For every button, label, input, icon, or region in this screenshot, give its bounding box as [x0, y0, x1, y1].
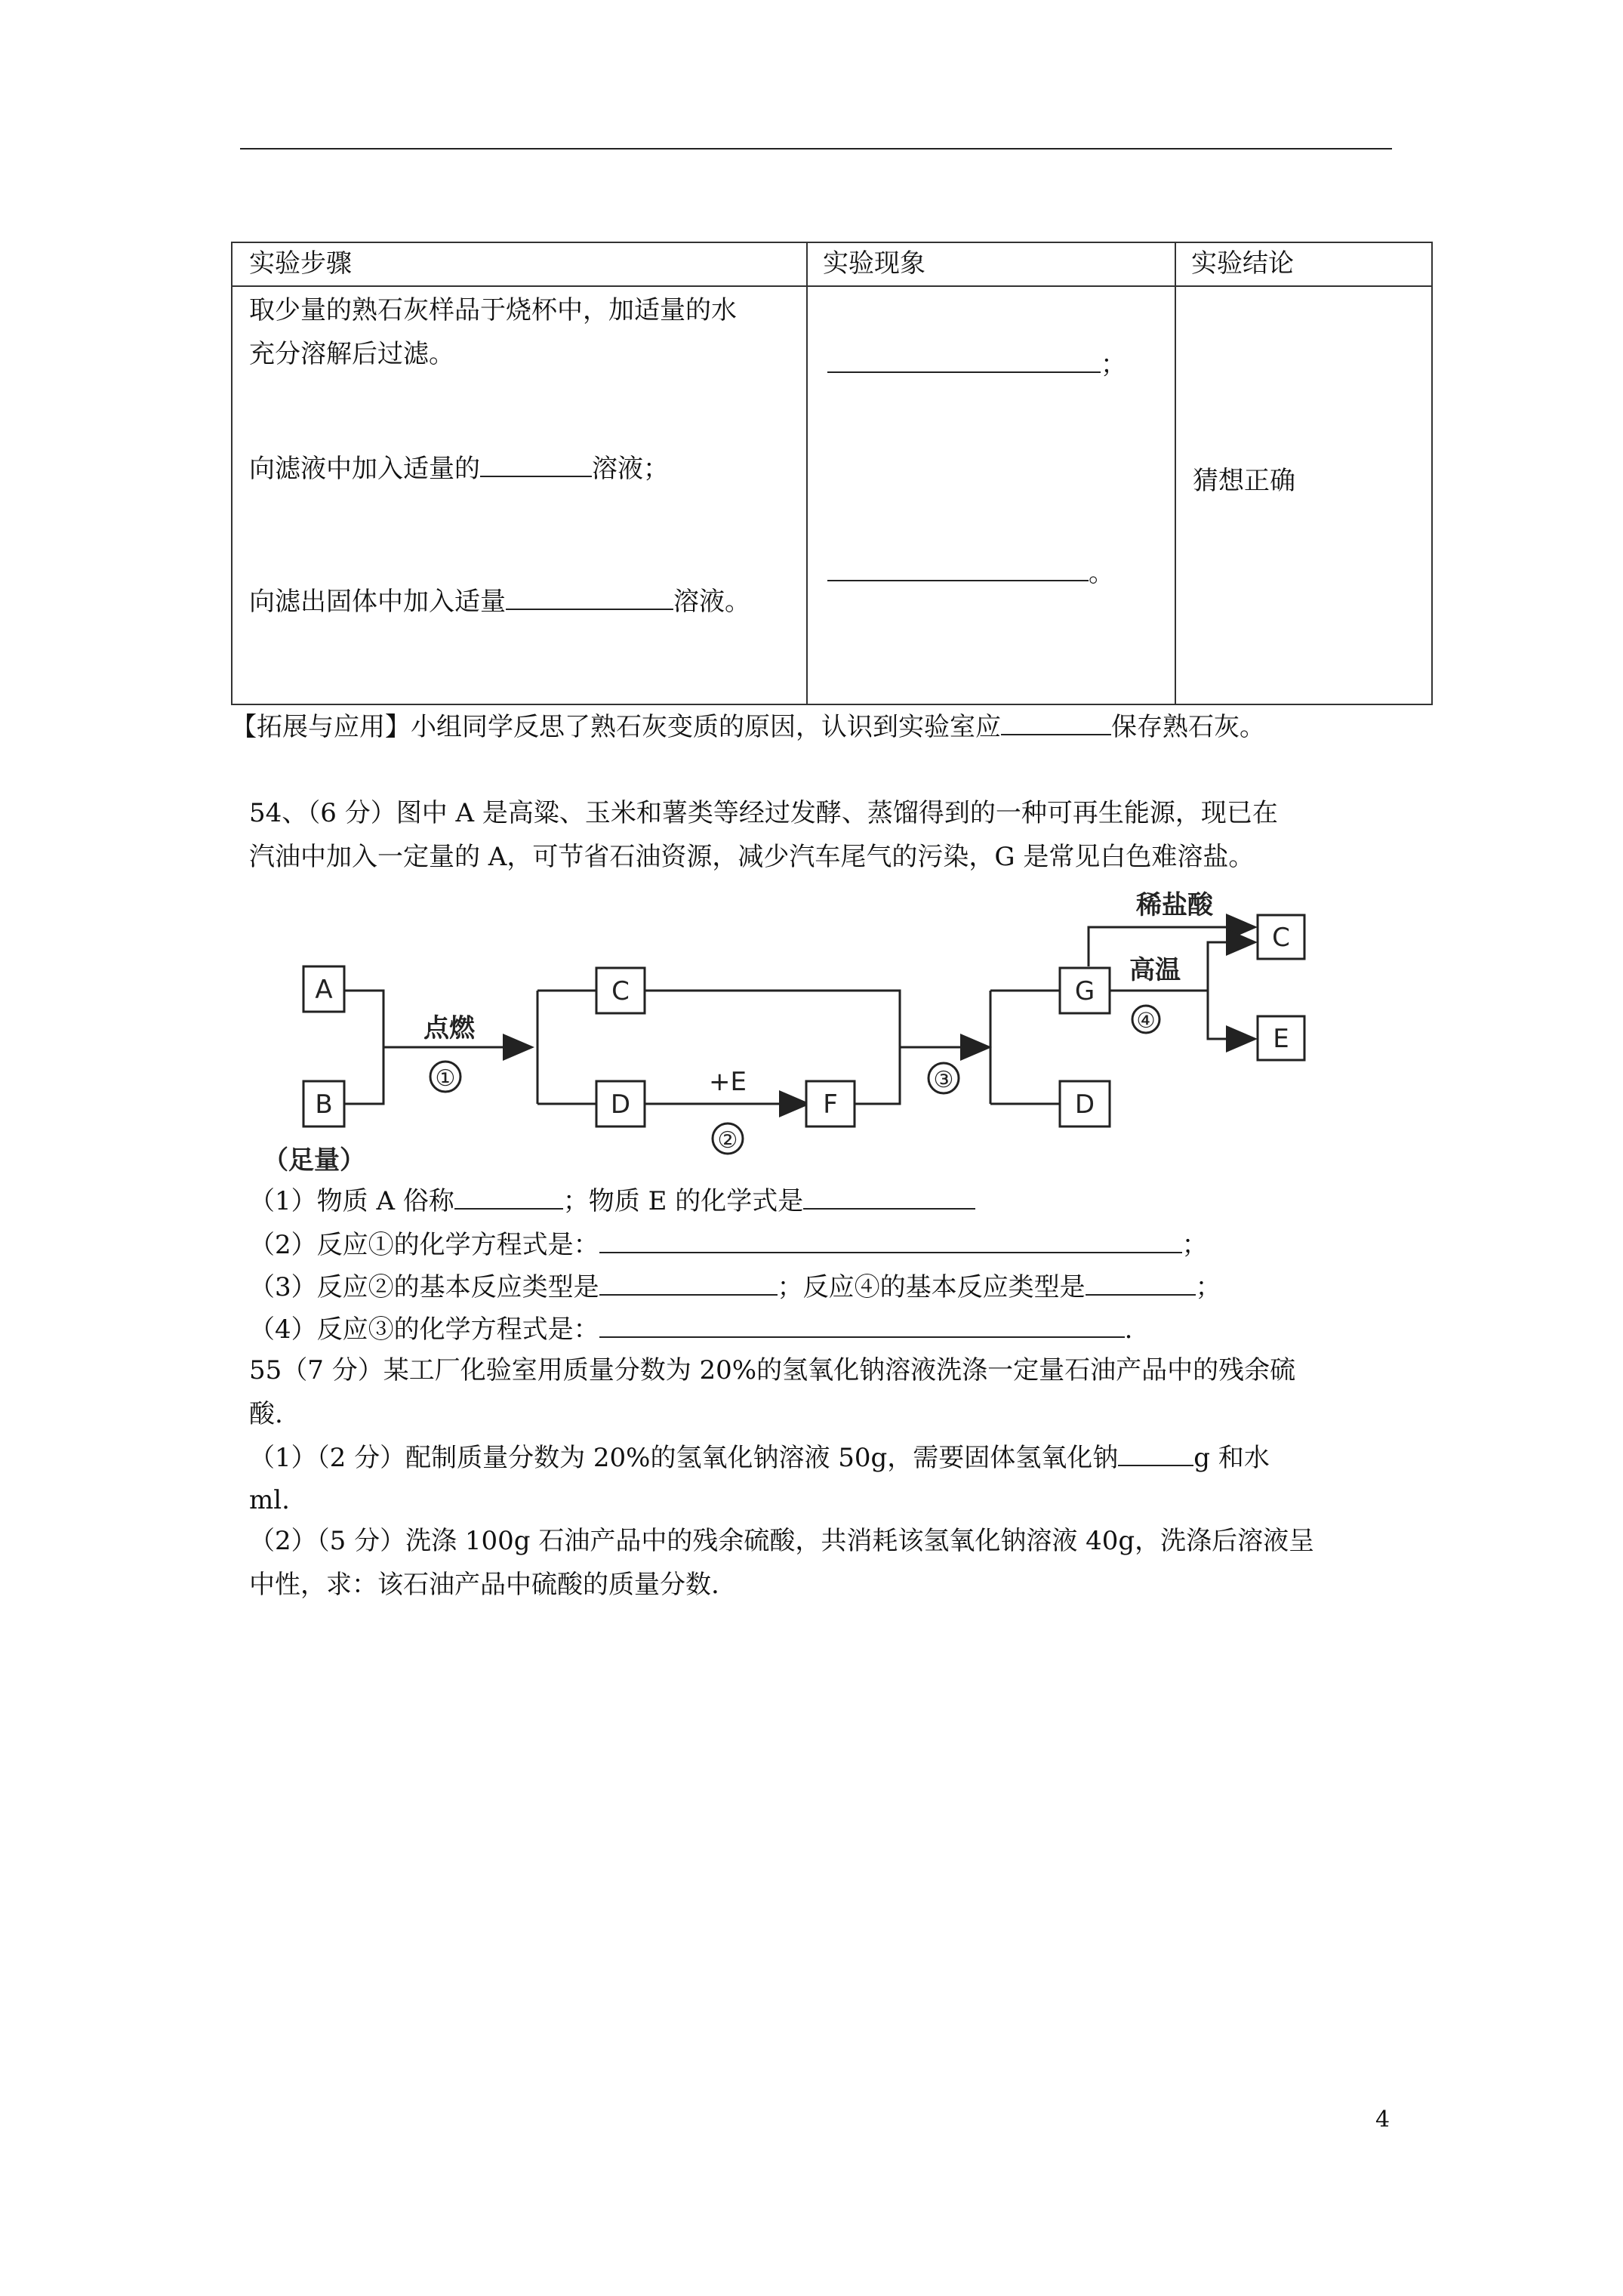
step2-post: 溶液；	[592, 454, 669, 484]
step2	[249, 447, 669, 491]
q54-sub3-blank2[interactable]	[1086, 1268, 1196, 1296]
phenomenon1	[827, 343, 1126, 387]
label-ignite: 点燃	[423, 1013, 475, 1043]
q55-sub1-pre: （1）（2 分）配制质量分数为 20%的氢氧化钠溶液 50g，需要固体氢氧化钠	[249, 1443, 1119, 1473]
q54-line2: 汽油中加入一定量的 A，可节省石油资源，减少汽车尾气的污染，G 是常见白色难溶盐。	[249, 842, 1255, 872]
q54-sub1-mid: ；物质 E 的化学式是	[562, 1186, 804, 1216]
q55-sub1-post: g 和水	[1193, 1443, 1270, 1473]
step1-line1: 取少量的熟石灰样品于烧杯中，加适量的水	[249, 295, 737, 325]
label-step1: ①	[435, 1065, 456, 1092]
q55-sub1-line2: ml.	[249, 1485, 290, 1515]
q54-sub2	[249, 1226, 1208, 1264]
label-excess: （足量）	[263, 1145, 365, 1176]
q54-sub1	[249, 1182, 975, 1220]
extension-line	[231, 708, 1265, 746]
q55-sub1	[249, 1439, 1270, 1477]
q54-sub2-post: ；	[1181, 1230, 1208, 1260]
table-divider	[806, 243, 808, 704]
extension-pre: 【拓展与应用】小组同学反思了熟石灰变质的原因，认识到实验室应	[231, 712, 1001, 742]
q54-sub3-mid: ；反应④的基本反应类型是	[777, 1272, 1086, 1302]
experiment-table	[231, 242, 1433, 705]
q55-sub1-blank[interactable]	[1118, 1439, 1193, 1466]
phenomenon1-blank[interactable]	[827, 346, 1101, 373]
q55-line2: 酸.	[249, 1399, 283, 1429]
to-e-arrow	[1208, 991, 1253, 1039]
q54-sub4-post: .	[1124, 1314, 1133, 1345]
q54-sub2-pre: （2）反应①的化学方程式是：	[249, 1230, 599, 1260]
step3-pre: 向滤出固体中加入适量	[249, 587, 506, 617]
extension-blank[interactable]	[1001, 708, 1111, 735]
step2-blank[interactable]	[480, 450, 592, 477]
q54-sub1-blank2[interactable]	[803, 1182, 975, 1210]
table-divider	[1175, 243, 1176, 704]
extension-post: 保存熟石灰。	[1111, 712, 1265, 742]
box-a: A	[315, 975, 333, 1005]
q55-sub2-line1: （2）（5 分）洗涤 100g 石油产品中的残余硫酸，共消耗该氢氧化钠溶液 40g，洗涤后溶液呈	[249, 1526, 1315, 1556]
phenomenon1-end: ；	[1101, 350, 1126, 380]
reaction-flow-diagram	[249, 882, 1389, 1176]
q55-sub2-line2: 中性，求：该石油产品中硫酸的质量分数.	[249, 1570, 719, 1600]
q54-sub3-blank1[interactable]	[599, 1268, 778, 1296]
box-g: G	[1074, 976, 1095, 1006]
label-hcl: 稀盐酸	[1136, 890, 1213, 920]
q54-sub3-pre: （3）反应②的基本反应类型是	[249, 1272, 599, 1302]
page-number: 4	[1375, 2106, 1390, 2133]
step3-post: 溶液。	[673, 587, 750, 617]
q55-line1: 55（7 分）某工厂化验室用质量分数为 20%的氢氧化钠溶液洗涤一定量石油产品中的残余硫	[249, 1355, 1296, 1385]
box-f: F	[823, 1089, 838, 1120]
q54-sub1-pre: （1）物质 A 俗称	[249, 1186, 454, 1216]
box-c2: C	[1272, 923, 1290, 953]
q54-sub4-blank[interactable]	[599, 1311, 1125, 1338]
label-step3: ③	[933, 1067, 954, 1093]
step3	[249, 580, 750, 624]
header-phenomenon: 实验现象	[823, 248, 925, 279]
step2-pre: 向滤液中加入适量的	[249, 454, 480, 484]
header-steps: 实验步骤	[249, 248, 352, 279]
q54-sub3	[249, 1268, 1221, 1306]
box-c1: C	[611, 976, 630, 1006]
box-b: B	[315, 1089, 333, 1120]
box-d2: D	[1074, 1089, 1095, 1120]
q54-sub3-post: ；	[1195, 1272, 1221, 1302]
ab-join-line	[344, 991, 383, 1104]
label-step4: ④	[1136, 1008, 1156, 1033]
label-step2: ②	[717, 1127, 738, 1154]
step1-line2: 充分溶解后过滤。	[249, 339, 454, 369]
phenomenon2-end: 。	[1089, 558, 1114, 588]
q54-sub2-blank[interactable]	[599, 1226, 1182, 1253]
cf-join-line	[645, 991, 900, 1104]
header-conclusion: 实验结论	[1191, 248, 1294, 279]
q54-sub4	[249, 1311, 1132, 1348]
table-header-divider	[233, 285, 1431, 287]
q54-line1: 54、（6 分）图中 A 是高粱、玉米和薯类等经过发酵、蒸馏得到的一种可再生能源，现已在	[249, 798, 1278, 828]
to-c2-arrow	[1208, 942, 1253, 991]
q54-sub4-pre: （4）反应③的化学方程式是：	[249, 1314, 599, 1345]
box-d1: D	[610, 1089, 631, 1120]
label-plus-e: +E	[709, 1067, 747, 1097]
header-rule	[240, 148, 1392, 149]
conclusion-text: 猜想正确	[1193, 466, 1295, 496]
box-e: E	[1273, 1024, 1289, 1054]
label-high-temp: 高温	[1129, 955, 1181, 985]
phenomenon2-blank[interactable]	[827, 554, 1089, 581]
phenomenon2	[827, 551, 1114, 595]
step3-blank[interactable]	[506, 583, 673, 610]
q54-sub1-blank1[interactable]	[454, 1182, 563, 1210]
